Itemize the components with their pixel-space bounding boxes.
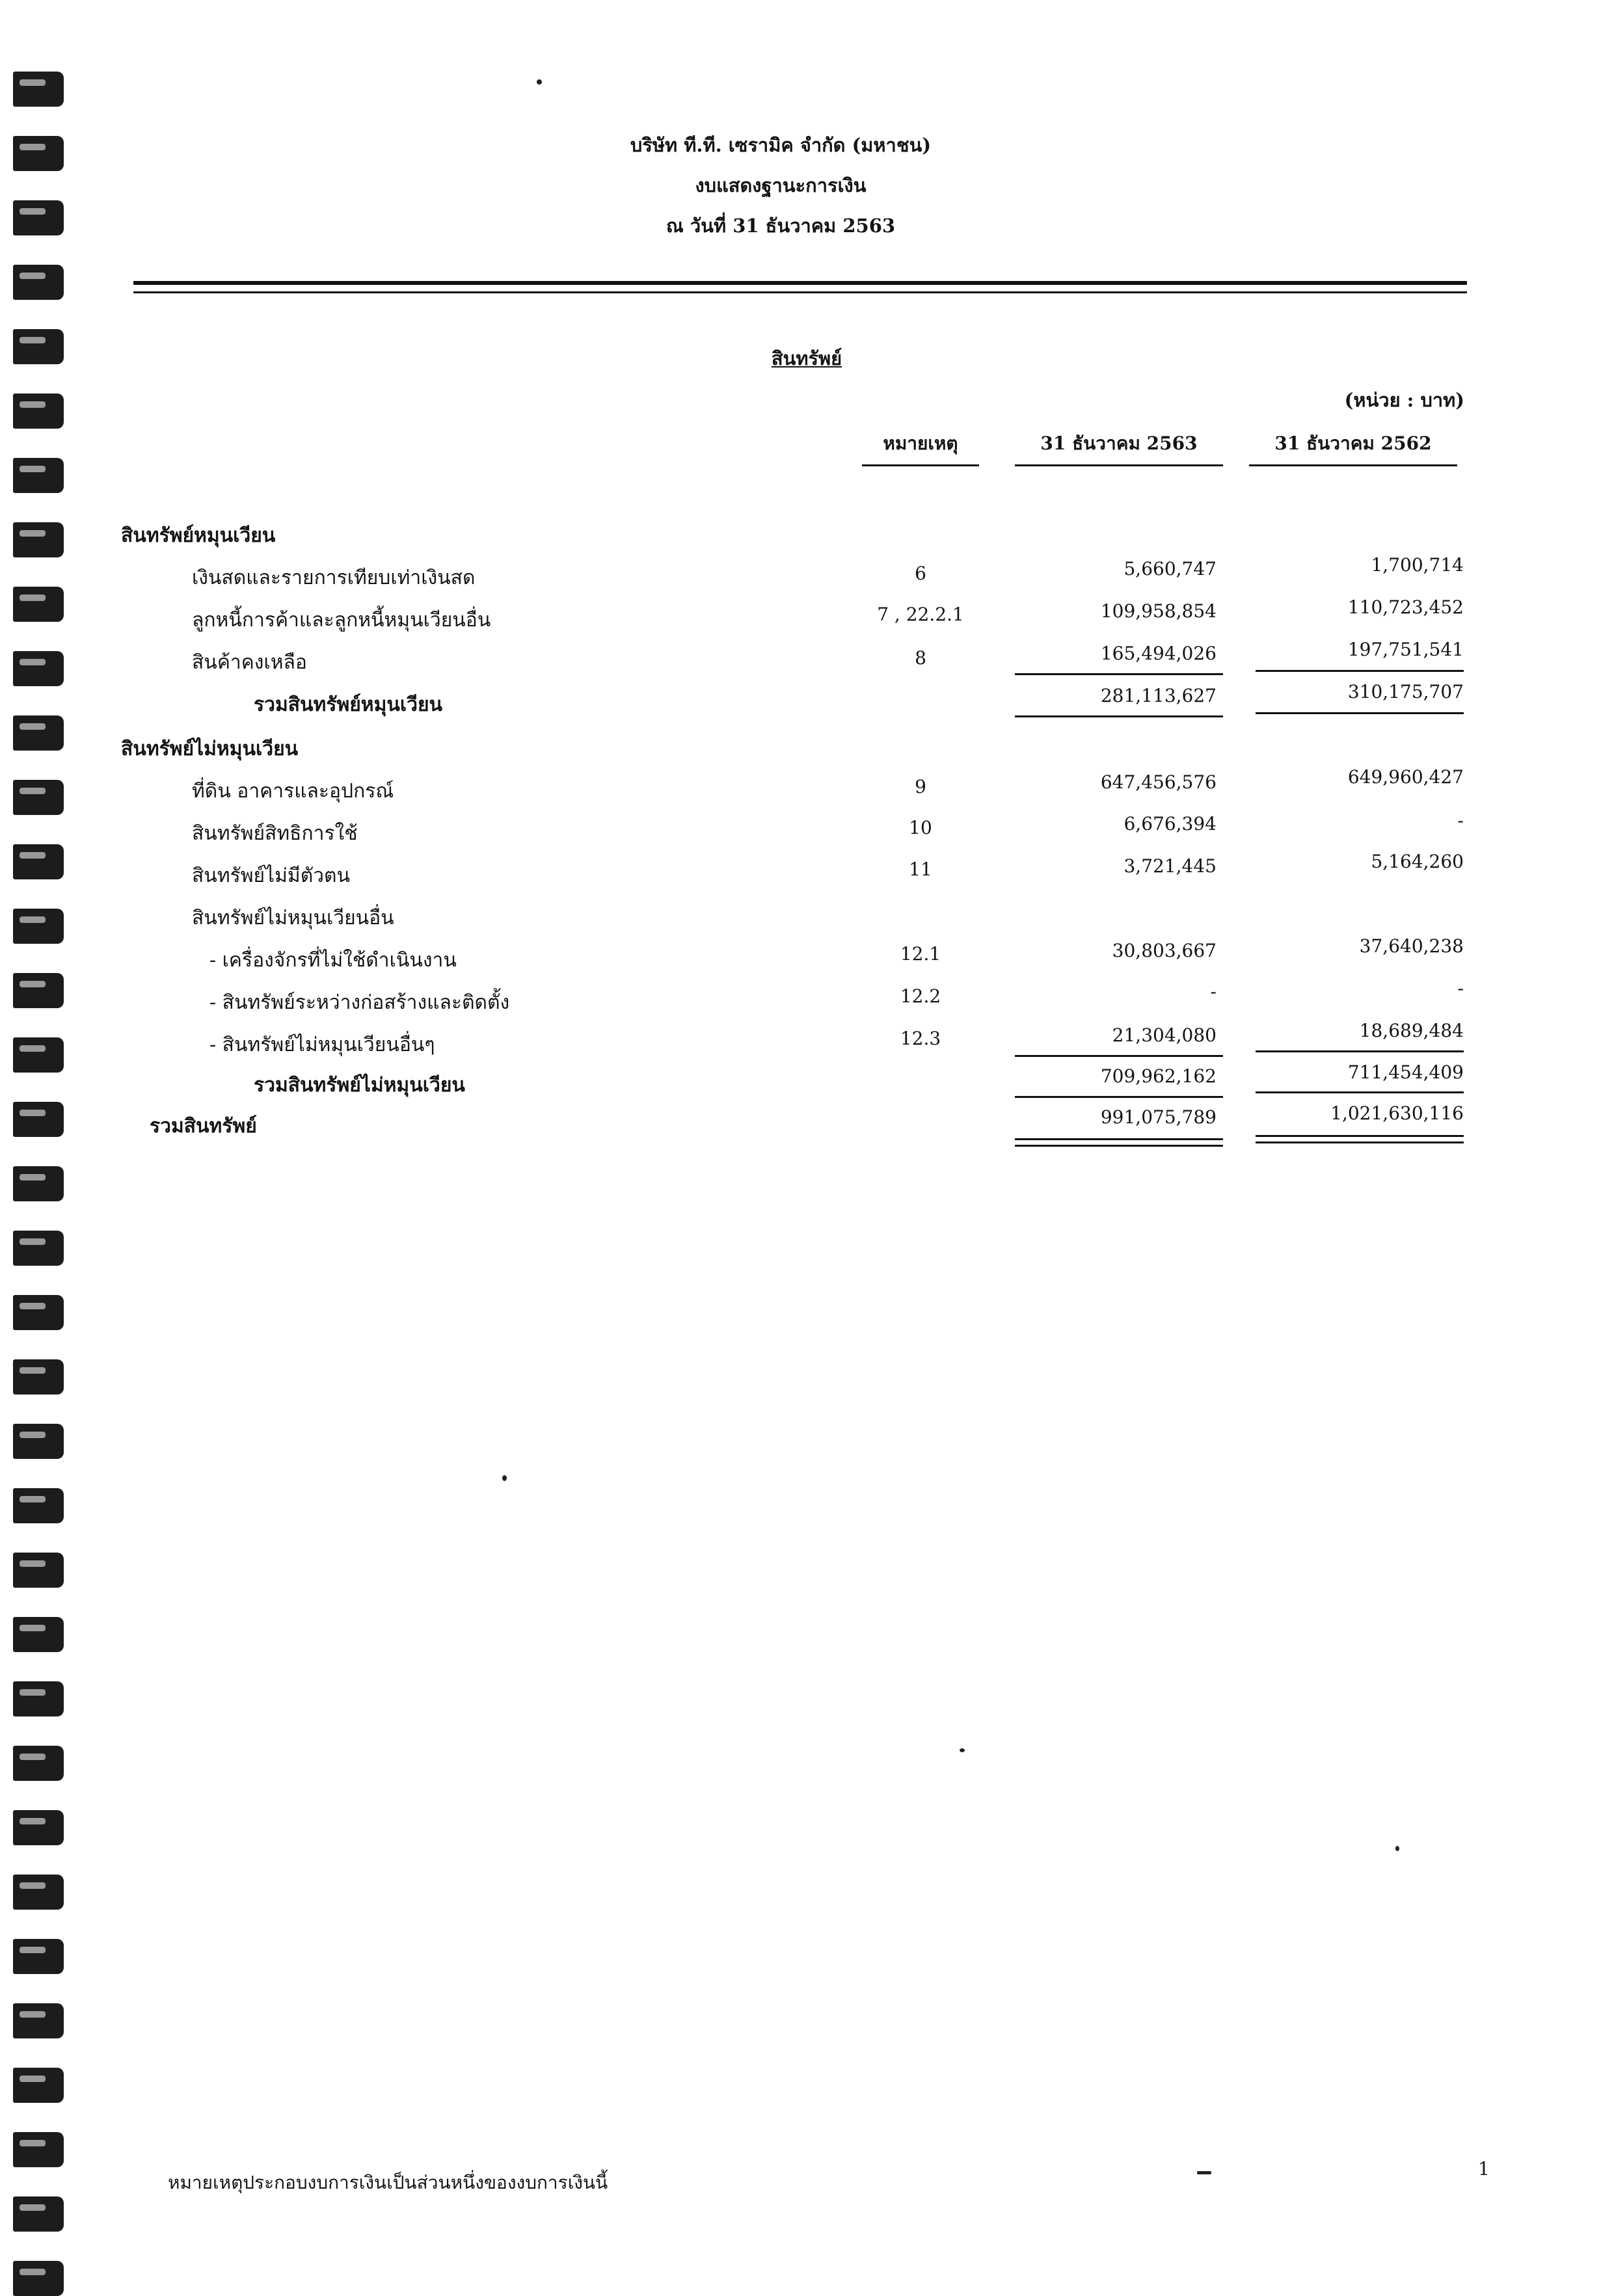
underline-noncurrent-2562: [1256, 1050, 1464, 1052]
scan-speck: [1197, 2171, 1211, 2174]
underline-total-noncurrent-2563: [1015, 1096, 1223, 1098]
binding-ring: [13, 1102, 64, 1137]
row-note-receivables: 7 , 22.2.1: [877, 604, 964, 625]
row-2562-construction-in-progress: -: [1457, 978, 1464, 999]
row-note-inventories: 8: [915, 647, 926, 669]
row-2563-receivables: 109,958,854: [1100, 600, 1217, 622]
binding-ring: [13, 2068, 64, 2103]
binding-rings: [0, 0, 78, 2283]
row-2562-receivables: 110,723,452: [1347, 596, 1464, 618]
row-note-right-of-use: 10: [909, 817, 932, 838]
row-2563-total-current: 281,113,627: [1100, 685, 1217, 706]
row-label-other-noncurrent-misc: - สินทรัพย์ไม่หมุนเวียนอื่นๆ: [209, 1034, 435, 1056]
binding-ring: [13, 265, 64, 300]
row-2562-ppe: 649,960,427: [1347, 766, 1464, 788]
row-2562-cash: 1,700,714: [1371, 554, 1464, 576]
binding-ring: [13, 2003, 64, 2038]
binding-ring: [13, 200, 64, 235]
row-label-right-of-use: สินทรัพย์สิทธิการใช้: [192, 822, 358, 845]
header-rule-thin: [133, 291, 1467, 293]
binding-ring: [13, 1746, 64, 1781]
binding-ring: [13, 973, 64, 1008]
row-2563-total-assets: 991,075,789: [1100, 1106, 1217, 1128]
header-rule-thick: [133, 281, 1467, 285]
binding-ring: [13, 651, 64, 686]
statement-title: งบแสดงฐานะการเงิน: [695, 174, 867, 196]
row-note-cash: 6: [915, 563, 926, 584]
binding-ring: [13, 136, 64, 171]
section-title: สินทรัพย์: [771, 347, 842, 369]
row-label-total-current: รวมสินทรัพย์หมุนเวียน: [254, 693, 443, 716]
column-note-header: หมายเหตุ: [862, 429, 979, 466]
row-2563-total-noncurrent: 709,962,162: [1100, 1065, 1217, 1087]
row-label-construction-in-progress: - สินทรัพย์ระหว่างก่อสร้างและติดตั้ง: [209, 991, 510, 1014]
page-number: 1: [1478, 2158, 1490, 2180]
underline-current-2563: [1015, 673, 1223, 675]
binding-ring: [13, 2132, 64, 2167]
row-label-ppe: ที่ดิน อาคารและอุปกรณ์: [192, 780, 394, 803]
double-underline-total-2563-b: [1015, 1145, 1223, 1147]
footer-note: หมายเหตุประกอบงบการเงินเป็นส่วนหนึ่งของงบการเงินนี้: [168, 2172, 608, 2193]
underline-total-noncurrent-2562: [1256, 1091, 1464, 1093]
binding-ring: [13, 780, 64, 815]
unit-label: (หน่วย : บาท): [1344, 389, 1464, 411]
binding-ring: [13, 1617, 64, 1652]
binding-ring: [13, 1810, 64, 1845]
row-label-current-assets: สินทรัพย์หมุนเวียน: [121, 524, 276, 547]
double-underline-total-2563-a: [1015, 1138, 1223, 1140]
binding-ring: [13, 1359, 64, 1395]
row-2562-other-noncurrent-misc: 18,689,484: [1359, 1020, 1464, 1041]
row-note-ppe: 9: [915, 776, 926, 797]
binding-ring: [13, 1553, 64, 1588]
row-2563-construction-in-progress: -: [1210, 981, 1217, 1002]
row-label-total-noncurrent: รวมสินทรัพย์ไม่หมุนเวียน: [254, 1074, 465, 1097]
scan-speck: [502, 1475, 507, 1481]
row-2563-intangibles: 3,721,445: [1123, 855, 1217, 877]
row-2562-intangibles: 5,164,260: [1371, 851, 1464, 872]
row-2562-total-assets: 1,021,630,116: [1330, 1102, 1464, 1124]
row-note-intangibles: 11: [909, 859, 932, 880]
scan-speck: [960, 1748, 965, 1752]
column-2562-header: 31 ธันวาคม 2562: [1249, 429, 1457, 466]
binding-ring: [13, 1488, 64, 1523]
binding-ring: [13, 1037, 64, 1073]
row-2563-ppe: 647,456,576: [1100, 771, 1217, 793]
double-underline-total-2562-a: [1256, 1135, 1464, 1137]
row-label-total-assets: รวมสินทรัพย์: [150, 1115, 257, 1138]
binding-ring: [13, 1231, 64, 1266]
binding-ring: [13, 522, 64, 557]
binding-ring: [13, 844, 64, 879]
binding-ring: [13, 1875, 64, 1910]
row-2562-idle-machinery: 37,640,238: [1359, 935, 1464, 957]
scan-speck: [537, 79, 542, 85]
row-2562-total-current: 310,175,707: [1347, 681, 1464, 702]
binding-ring: [13, 715, 64, 751]
statement-date: ณ วันที่ 31 ธันวาคม 2563: [666, 215, 896, 237]
row-label-intangibles: สินทรัพย์ไม่มีตัวตน: [192, 864, 351, 887]
row-2563-inventories: 165,494,026: [1100, 643, 1217, 664]
binding-ring: [13, 1295, 64, 1330]
row-note-idle-machinery: 12.1: [900, 943, 941, 965]
column-2563-header: 31 ธันวาคม 2563: [1015, 429, 1223, 466]
binding-ring: [13, 1424, 64, 1459]
binding-ring: [13, 458, 64, 493]
row-label-other-noncurrent: สินทรัพย์ไม่หมุนเวียนอื่น: [192, 907, 394, 929]
binding-ring: [13, 1939, 64, 1974]
company-name: บริษัท ที.ที. เซรามิค จำกัด (มหาชน): [630, 134, 932, 156]
binding-ring: [13, 2261, 64, 2296]
underline-noncurrent-2563: [1015, 1055, 1223, 1057]
underline-total-current-2562: [1256, 712, 1464, 714]
underline-total-current-2563: [1015, 715, 1223, 717]
row-2562-inventories: 197,751,541: [1347, 639, 1464, 660]
row-label-inventories: สินค้าคงเหลือ: [192, 651, 307, 674]
binding-ring: [13, 1681, 64, 1716]
binding-ring: [13, 909, 64, 944]
binding-ring: [13, 329, 64, 364]
row-2562-total-noncurrent: 711,454,409: [1347, 1061, 1464, 1083]
row-note-construction-in-progress: 12.2: [900, 985, 941, 1007]
underline-current-2562: [1256, 670, 1464, 672]
scan-speck: [1395, 1846, 1399, 1851]
row-label-receivables: ลูกหนี้การค้าและลูกหนี้หมุนเวียนอื่น: [192, 609, 491, 632]
row-2562-right-of-use: -: [1457, 810, 1464, 831]
row-2563-other-noncurrent-misc: 21,304,080: [1112, 1024, 1217, 1046]
row-note-other-noncurrent-misc: 12.3: [900, 1028, 941, 1049]
binding-ring: [13, 2196, 64, 2232]
double-underline-total-2562-b: [1256, 1141, 1464, 1143]
row-2563-right-of-use: 6,676,394: [1123, 813, 1217, 834]
row-2563-cash: 5,660,747: [1123, 558, 1217, 580]
row-label-noncurrent-assets: สินทรัพย์ไม่หมุนเวียน: [121, 738, 299, 760]
binding-ring: [13, 1166, 64, 1201]
binding-ring: [13, 587, 64, 622]
row-2563-idle-machinery: 30,803,667: [1112, 940, 1217, 961]
row-label-idle-machinery: - เครื่องจักรที่ไม่ใช้ดำเนินงาน: [209, 949, 457, 972]
binding-ring: [13, 72, 64, 107]
row-label-cash: เงินสดและรายการเทียบเท่าเงินสด: [192, 567, 476, 589]
binding-ring: [13, 394, 64, 429]
